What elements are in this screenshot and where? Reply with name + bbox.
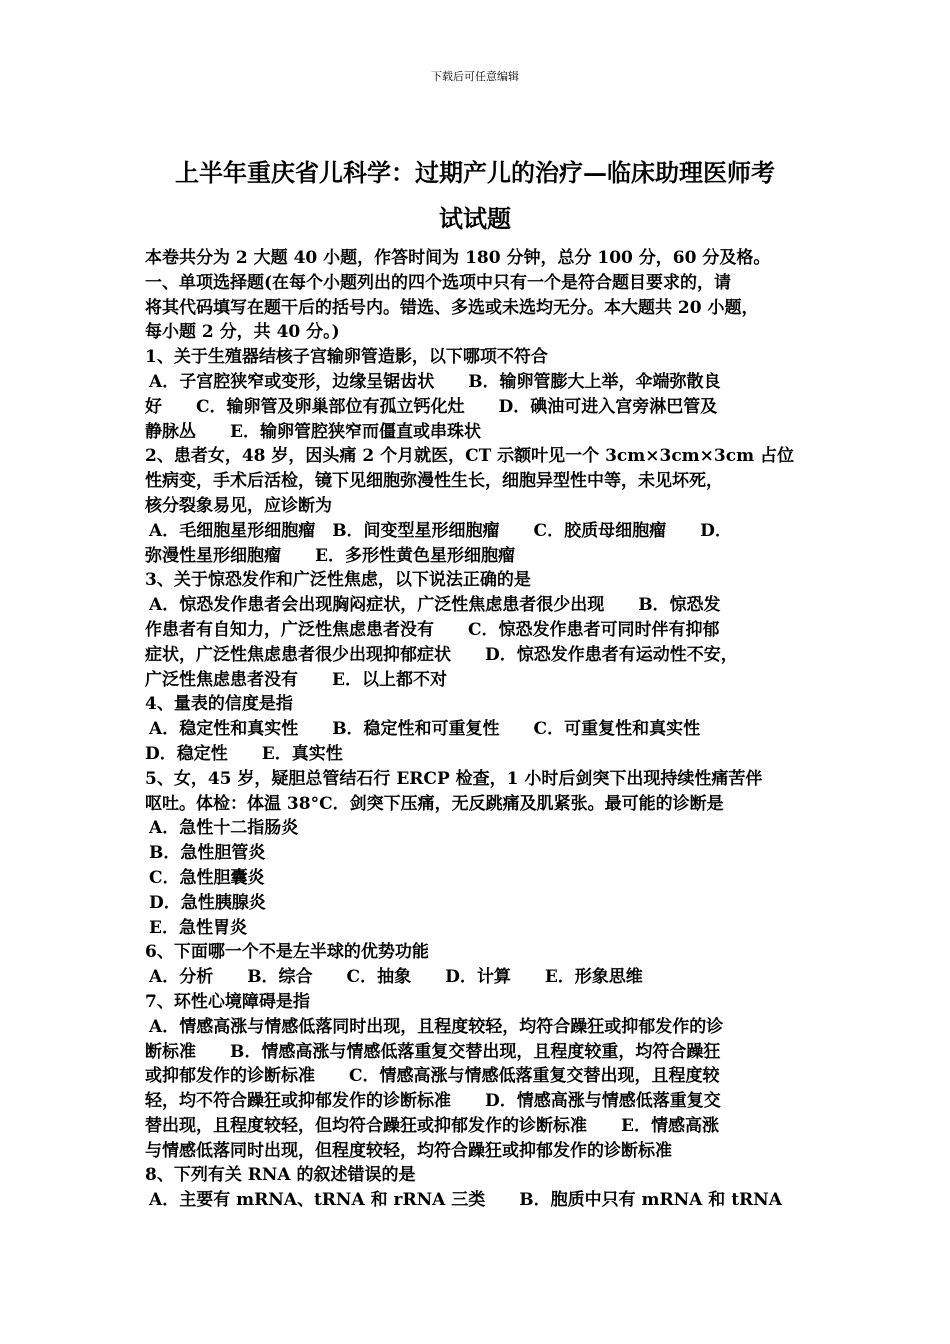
text-line: 核分裂象易见，应诊断为	[145, 495, 332, 516]
text-line: E．急性胃炎	[149, 917, 247, 938]
text-line: 性病变，手术后活检，镜下见细胞弥漫性生长，细胞异型性中等，未见坏死，	[145, 471, 723, 492]
text-line: A．主要有 mRNA、tRNA 和 rRNA 三类 B．胞质中只有 mRNA 和 tRNA	[149, 1190, 782, 1211]
text-line: 1、关于生殖器结核子宫输卵管造影，以下哪项不符合	[145, 347, 548, 368]
text-line: 4、量表的信度是指	[145, 694, 293, 715]
page-title-line-2: 试试题	[439, 204, 511, 233]
text-line: D．稳定性 E．真实性	[145, 743, 343, 764]
header-note: 下载后可任意编辑	[431, 70, 519, 83]
text-line: 2、患者女，48 岁，因头痛 2 个月就医，CT 示额叶见一个 3cm×3cm×3cm 占位	[145, 446, 794, 467]
text-line: 每小题 2 分，共 40 分。)	[145, 322, 340, 343]
text-line: 好 C．输卵管及卵巢部位有孤立钙化灶 D．碘油可进入宫旁淋巴管及	[145, 396, 718, 417]
text-line: 7、环性心境障碍是指	[145, 991, 310, 1012]
text-line: 静脉丛 E．输卵管腔狭窄而僵直或串珠状	[145, 421, 481, 442]
text-line: B．急性胆管炎	[149, 843, 266, 864]
text-line: 与情感低落同时出现，但程度较轻，均符合躁狂或抑郁发作的诊断标准	[145, 1140, 672, 1161]
text-line: A．情感高涨与情感低落同时出现，且程度较轻，均符合躁狂或抑郁发作的诊	[149, 1016, 724, 1037]
text-line: 5、女，45 岁，疑胆总管结石行 ERCP 检查，1 小时后剑突下出现持续性痛苦伴	[145, 768, 763, 789]
page-title-line-1: 上半年重庆省儿科学：过期产儿的治疗—临床助理医师考	[175, 158, 775, 187]
text-line: 弥漫性星形细胞瘤 E．多形性黄色星形细胞瘤	[145, 545, 515, 566]
text-line: A．分析 B．综合 C．抽象 D．计算 E．形象思维	[149, 967, 643, 988]
text-line: A．稳定性和真实性 B．稳定性和可重复性 C．可重复性和真实性	[149, 719, 701, 740]
text-line: 一、单项选择题(在每个小题列出的四个选项中只有一个是符合题目要求的，请	[145, 272, 732, 293]
text-line: 广泛性焦虑患者没有 E．以上都不对	[145, 669, 447, 690]
text-line: 3、关于惊恐发作和广泛性焦虑，以下说法正确的是	[145, 570, 531, 591]
text-line: 轻，均不符合躁狂或抑郁发作的诊断标准 D．情感高涨与情感低落重复交	[145, 1091, 721, 1112]
text-line: A．急性十二指肠炎	[149, 818, 299, 839]
text-line: 或抑郁发作的诊断标准 C．情感高涨与情感低落重复交替出现，且程度较	[145, 1066, 720, 1087]
text-line: 6、下面哪一个不是左半球的优势功能	[145, 942, 429, 963]
text-line: D．急性胰腺炎	[149, 892, 266, 913]
text-line: 症状，广泛性焦虑患者很少出现抑郁症状 D．惊恐发作患者有运动性不安，	[145, 644, 738, 665]
document-body	[145, 246, 815, 1213]
text-line: C．急性胆囊炎	[149, 867, 265, 888]
text-line: 本卷共分为 2 大题 40 小题，作答时间为 180 分钟，总分 100 分，60 分及格。	[145, 248, 771, 268]
text-line: 作患者有自知力，广泛性焦虑患者没有 C．惊恐发作患者可同时伴有抑郁	[145, 619, 720, 640]
text-line: 将其代码填写在题干后的括号内。错选、多选或未选均无分。本大题共 20 小题，	[145, 297, 759, 318]
text-line: A．子宫腔狭窄或变形，边缘呈锯齿状 B．输卵管膨大上举，伞端弥散良	[149, 371, 721, 392]
text-line: A．毛细胞星形细胞瘤 B．间变型星形细胞瘤 C．胶质母细胞瘤 D．	[149, 520, 732, 541]
text-line: 呕吐。体检：体温 38°C．剑突下压痛，无反跳痛及肌紧张。最可能的诊断是	[145, 793, 724, 814]
text-line: 替出现，且程度较轻，但均符合躁狂或抑郁发作的诊断标准 E．情感高涨	[145, 1115, 719, 1136]
text-line: 断标准 B．情感高涨与情感低落重复交替出现，且程度较重，均符合躁狂	[145, 1041, 721, 1062]
text-line: A．惊恐发作患者会出现胸闷症状，广泛性焦虑患者很少出现 B．惊恐发	[149, 595, 721, 616]
text-line: 8、下列有关 RNA 的叙述错误的是	[145, 1165, 416, 1186]
